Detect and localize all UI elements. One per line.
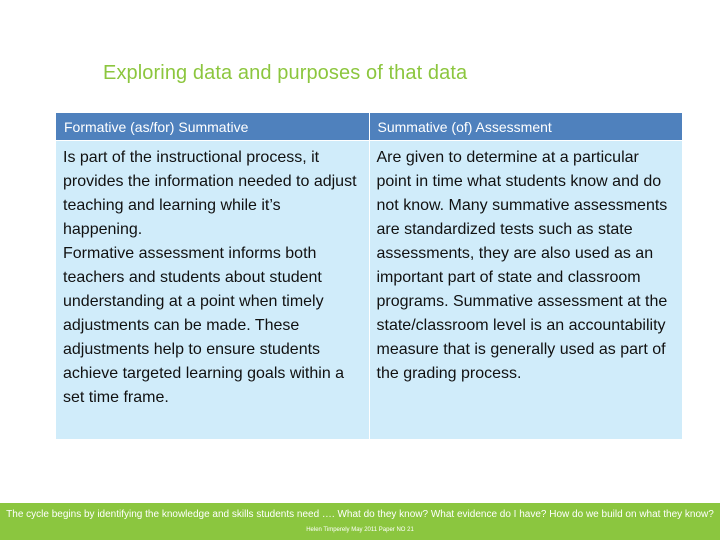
footer-banner xyxy=(0,503,720,540)
summative-cell xyxy=(369,141,683,440)
table-row xyxy=(56,141,683,440)
slide-title: Exploring data and purposes of that data xyxy=(103,62,468,84)
formative-paragraph-1: Is part of the instructional process, it provides the information needed to adjust teaching and learning while it’s happening. xyxy=(63,149,357,238)
formative-cell xyxy=(56,141,370,440)
formative-paragraph-2: Formative assessment informs both teachers and students about student understanding at a point when timely adjustments can be made. These adjustments help to ensure students achieve targeted learning goals within a set time frame. xyxy=(63,245,345,406)
summative-paragraph-1: Are given to determine at a particular point in time what students know and do not know. Many summative assessments are standardized tests such as state assessments, they are also used as an important part of state and classroom programs. Summative assessment at the state/classroom level is an accountability measure that is generally used as part of the grading process. xyxy=(376,149,668,382)
table-header-row xyxy=(56,113,683,141)
footer-text: The cycle begins by identifying the knowledge and skills students need …. What do they know? What evidence do I have? How do we build on what they know? xyxy=(6,509,714,520)
header-formative: Formative (as/for) Summative xyxy=(56,113,370,141)
header-summative: Summative (of) Assessment xyxy=(369,113,683,141)
footer-citation: Helen Timperely May 2011 Paper NO 21 xyxy=(306,527,414,533)
comparison-table xyxy=(55,112,683,440)
